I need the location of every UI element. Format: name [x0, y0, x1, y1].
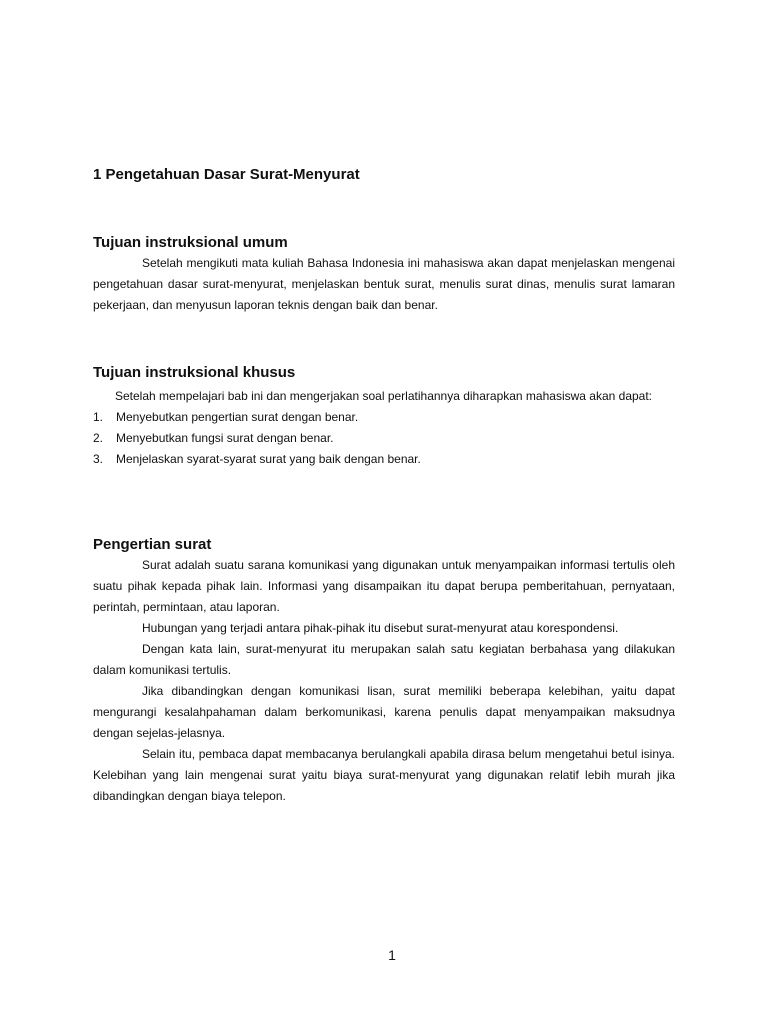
document-page — [93, 0, 675, 1024]
page-number-text: 1 — [388, 947, 396, 963]
list-number: 2. — [93, 431, 104, 445]
paragraph-pengertian-3: Dengan kata lain, surat-menyurat itu merupakan salah satu kegiatan berbahasa yang dilakukan dalam komunikasi tertulis. — [93, 642, 675, 677]
section-title-pengertian: Pengertian surat — [93, 536, 212, 553]
list-number: 1. — [93, 410, 104, 424]
paragraph-pengertian-1: Surat adalah suatu sarana komunikasi yang digunakan untuk menyampaikan informasi tertulis oleh suatu pihak kepada pihak lain. Informasi yang disampaikan itu dapat berupa pemberitahuan, pernyataan, perintah, permintaan, atau laporan. — [93, 558, 675, 614]
chapter-title: 1 Pengetahuan Dasar Surat-Menyurat — [93, 166, 360, 183]
section-title-khusus: Tujuan instruksional khusus — [93, 364, 296, 381]
paragraph-pengertian-2: Hubungan yang terjadi antara pihak-pihak itu disebut surat-menyurat atau korespondensi. — [142, 621, 619, 635]
list-text: Menyebutkan fungsi surat dengan benar. — [116, 431, 334, 445]
list-text: Menjelaskan syarat-syarat surat yang baik dengan benar. — [116, 452, 421, 466]
list-item — [93, 428, 675, 449]
section-tujuan-umum — [93, 233, 675, 316]
paragraph-umum: Setelah mengikuti mata kuliah Bahasa Indonesia ini mahasiswa akan dapat menjelaskan mengenai pengetahuan dasar surat-menyurat, menjelaskan bentuk surat, menulis surat dinas, menulis surat lamaran pekerjaan, dan menyusun laporan teknis dengan baik dan benar. — [93, 256, 675, 312]
section-title-umum: Tujuan instruksional umum — [93, 234, 288, 251]
section-pengertian-surat — [93, 535, 675, 807]
list-item — [93, 449, 675, 470]
page-number — [93, 945, 675, 965]
list-item — [93, 407, 675, 428]
objectives-list — [93, 407, 675, 470]
section-tujuan-khusus — [93, 363, 675, 470]
list-text: Menyebutkan pengertian surat dengan benar. — [116, 410, 359, 424]
paragraph-khusus-intro: Setelah mempelajari bab ini dan mengerjakan soal perlatihannya diharapkan mahasiswa akan dapat: — [115, 389, 653, 403]
list-number: 3. — [93, 452, 104, 466]
paragraph-pengertian-4: Jika dibandingkan dengan komunikasi lisan, surat memiliki beberapa kelebihan, yaitu dapat mengurangi kesalahpahaman dalam berkomunikasi, karena penulis dapat menyampaikan maksudnya dengan sejelas-jelasnya. — [93, 684, 675, 740]
paragraph-pengertian-5: Selain itu, pembaca dapat membacanya berulangkali apabila dirasa belum mengetahui betul isinya. Kelebihan yang lain mengenai surat yaitu biaya surat-menyurat yang digunakan relatif lebih murah jika dibandingkan dengan biaya telepon. — [93, 747, 675, 803]
